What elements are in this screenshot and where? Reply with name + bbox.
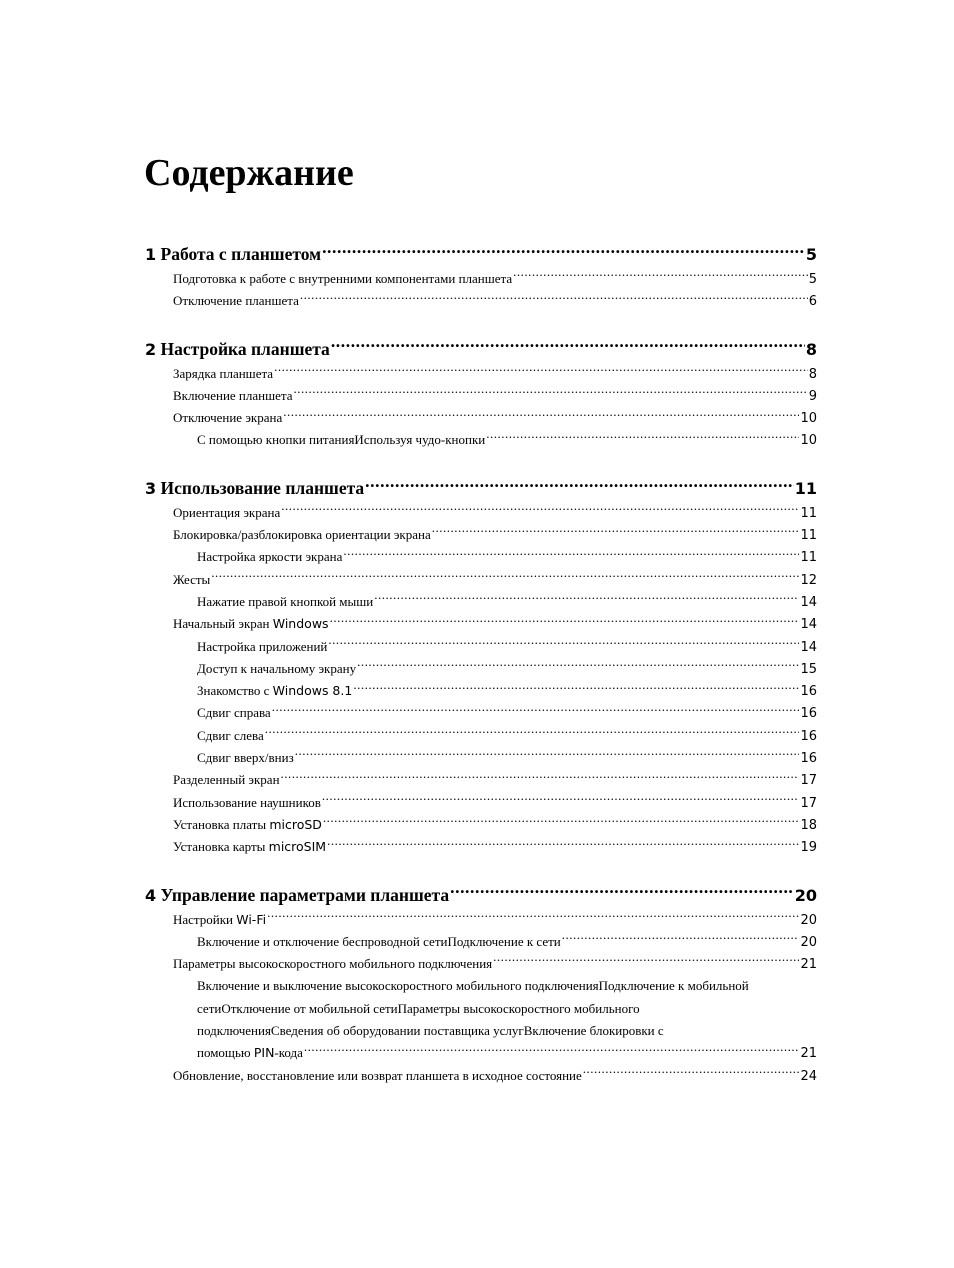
toc-entry[interactable]	[145, 909, 817, 931]
entry-title: Разделенный экран	[173, 772, 280, 788]
toc-entry[interactable]	[145, 836, 817, 858]
dot-leader	[513, 270, 808, 283]
page-number: 14	[800, 594, 817, 610]
dot-leader	[281, 771, 800, 784]
section-gap	[145, 452, 817, 474]
toc-entry-multiline[interactable]	[145, 975, 817, 1064]
dot-leader	[330, 615, 800, 628]
dot-leader	[300, 292, 808, 305]
page-number: 17	[800, 795, 817, 811]
toc-entry[interactable]	[145, 591, 817, 613]
dot-leader	[327, 838, 799, 851]
entry-title: Ориентация экрана	[173, 504, 281, 520]
page-number: 16	[800, 706, 817, 722]
entry-title	[197, 680, 352, 702]
entry-title: Зарядка планшета	[173, 365, 274, 381]
page-number: 8	[808, 366, 817, 382]
entry-title-text: Установка платы	[173, 816, 270, 832]
entry-title: Включение планшета	[173, 387, 293, 403]
toc-entry[interactable]	[145, 268, 817, 290]
toc-entry[interactable]	[145, 814, 817, 836]
toc-entry[interactable]	[145, 931, 817, 953]
dot-leader	[331, 337, 805, 355]
entry-title: Жесты	[173, 571, 211, 587]
dot-leader	[322, 794, 800, 807]
entry-title: Настройка яркости экрана	[197, 549, 343, 565]
entry-title: Отключение планшета	[173, 293, 299, 309]
entry-title: Обновление, восстановление или возврат планшета в исходное состояние	[173, 1067, 582, 1083]
page-number: 19	[800, 840, 817, 856]
entry-title-suffix: Windows 8.1	[272, 683, 353, 699]
page-number: 15	[800, 661, 817, 677]
chapter-number: 2	[145, 339, 157, 359]
entry-title: Включение и выключение высокоскоростного мобильного подключенияПодключение к мобильной сетиОтключение от мобильной сетиПараметры высокоскоростного мобильного подключенияСведения об оборудовании поставщика услугВключение блокировки с	[197, 978, 749, 1039]
dot-leader	[323, 816, 800, 829]
page-number: 11	[800, 528, 817, 544]
toc-entry[interactable]	[145, 658, 817, 680]
dot-leader	[281, 504, 799, 517]
entry-title: С помощью кнопки питанияИспользуя чудо-кнопки	[197, 432, 486, 448]
dot-leader	[493, 955, 799, 968]
toc-entry[interactable]	[145, 613, 817, 635]
page-title: Содержание	[144, 152, 354, 194]
toc-entry[interactable]	[145, 636, 817, 658]
toc-entry[interactable]	[145, 385, 817, 407]
entry-title: Отключение экрана	[173, 410, 283, 426]
page-number: 9	[808, 388, 817, 404]
entry-title	[173, 613, 329, 635]
chapter-number: 4	[145, 885, 157, 905]
dot-leader	[486, 431, 799, 444]
entry-title-suffix: microSIM	[268, 839, 327, 855]
entry-title-text: Начальный экран	[173, 616, 273, 632]
page-number: 24	[800, 1068, 817, 1084]
entry-title	[173, 909, 266, 931]
page-number: 10	[800, 411, 817, 427]
toc-chapter-2[interactable]	[145, 335, 817, 363]
entry-title: Сдвиг слева	[197, 727, 264, 743]
entry-title	[173, 836, 326, 858]
chapter-title: Использование планшета	[160, 477, 365, 498]
toc-entry[interactable]	[145, 702, 817, 724]
toc-entry[interactable]	[145, 680, 817, 702]
entry-title-text: Установка карты	[173, 839, 269, 855]
dot-leader	[267, 911, 799, 924]
page-number: 10	[800, 433, 817, 449]
chapter-number: 1	[145, 245, 157, 264]
entry-title: Сдвиг вверх/вниз	[197, 750, 294, 766]
page-number: 18	[800, 817, 817, 833]
dot-leader	[294, 387, 808, 400]
entry-title: Нажатие правой кнопкой мыши	[197, 593, 374, 609]
entry-title-suffix: Wi-Fi	[236, 911, 267, 927]
page-number: 16	[800, 751, 817, 767]
chapter-number: 3	[145, 478, 157, 498]
section-gap	[145, 313, 817, 335]
dot-leader	[583, 1067, 800, 1080]
entry-title: Настройка приложений	[197, 638, 328, 654]
page-number: 11	[800, 550, 817, 566]
toc-entry[interactable]	[145, 502, 817, 524]
chapter-title: Работа с планшетом	[160, 244, 322, 264]
dot-leader	[211, 571, 799, 584]
dot-leader	[562, 933, 800, 946]
entry-title: Сдвиг справа	[197, 705, 271, 721]
toc-entry[interactable]	[145, 363, 817, 385]
page-number: 5	[808, 272, 817, 287]
page-number: 14	[800, 617, 817, 633]
page-number: 20	[800, 934, 817, 950]
entry-title-text: Знакомство с	[197, 683, 273, 699]
entry-title: Подготовка к работе с внутренними компонентами планшета	[173, 271, 513, 286]
page-number: 14	[800, 639, 817, 655]
toc-entry[interactable]	[145, 407, 817, 429]
page-number: 16	[800, 684, 817, 700]
toc-entry[interactable]	[145, 546, 817, 568]
entry-title-suffix: PIN	[253, 1045, 275, 1061]
dot-leader	[328, 638, 799, 651]
page-number: 17	[800, 773, 817, 789]
page-number: 20	[800, 912, 817, 928]
dot-leader	[265, 727, 800, 740]
toc-chapter-3[interactable]	[145, 474, 817, 502]
entry-title: Доступ к начальному экрану	[197, 660, 357, 676]
dot-leader	[283, 409, 799, 422]
page-number: 6	[808, 294, 817, 310]
chapter-title: Настройка планшета	[160, 338, 330, 359]
page-number: 21	[800, 957, 817, 973]
dot-leader	[357, 660, 799, 673]
dot-leader	[343, 548, 799, 561]
dot-leader	[304, 1044, 800, 1057]
page-number: 21	[800, 1046, 817, 1062]
dot-leader	[274, 365, 808, 378]
toc-chapter-1[interactable]	[145, 240, 817, 268]
entry-title-suffix: Windows	[272, 616, 329, 632]
entry-title-suffix: microSD	[269, 816, 322, 832]
dot-leader	[353, 682, 799, 695]
section-gap	[145, 859, 817, 881]
dot-leader	[272, 704, 800, 717]
chapter-title: Управление параметрами планшета	[160, 884, 450, 905]
dot-leader	[295, 749, 800, 762]
dot-leader	[450, 883, 794, 901]
entry-title-text: Настройки	[173, 911, 237, 927]
toc-entry[interactable]	[145, 569, 817, 591]
entry-title-last-line	[197, 1042, 303, 1064]
table-of-contents	[145, 240, 817, 1087]
toc-entry[interactable]	[145, 747, 817, 769]
dot-leader	[365, 476, 794, 494]
page-number: 5	[805, 245, 817, 264]
dot-leader	[432, 526, 800, 539]
toc-chapter-4[interactable]	[145, 881, 817, 909]
toc-entry[interactable]	[145, 290, 817, 312]
page-number: 8	[805, 339, 817, 359]
toc-entry[interactable]	[145, 725, 817, 747]
page-number: 11	[794, 478, 817, 498]
entry-title: Использование наушников	[173, 794, 321, 810]
toc-entry[interactable]	[145, 953, 817, 975]
toc-entry[interactable]	[145, 1065, 817, 1087]
page-number: 12	[800, 572, 817, 588]
page-number: 11	[800, 505, 817, 521]
entry-title: Блокировка/разблокировка ориентации экрана	[173, 527, 431, 543]
entry-title	[173, 814, 322, 836]
entry-title-text: помощью	[197, 1045, 254, 1061]
toc-entry[interactable]	[145, 524, 817, 546]
entry-title: Параметры высокоскоростного мобильного подключения	[173, 956, 493, 972]
toc-entry[interactable]	[145, 429, 817, 451]
entry-title: Включение и отключение беспроводной сетиПодключение к сети	[197, 933, 561, 949]
toc-entry[interactable]	[145, 792, 817, 814]
dot-leader	[374, 593, 799, 606]
page-number: 16	[800, 728, 817, 744]
entry-title-tail: -кода	[274, 1045, 303, 1061]
toc-entry[interactable]	[145, 769, 817, 791]
page-number: 20	[794, 885, 817, 905]
dot-leader	[322, 243, 805, 261]
